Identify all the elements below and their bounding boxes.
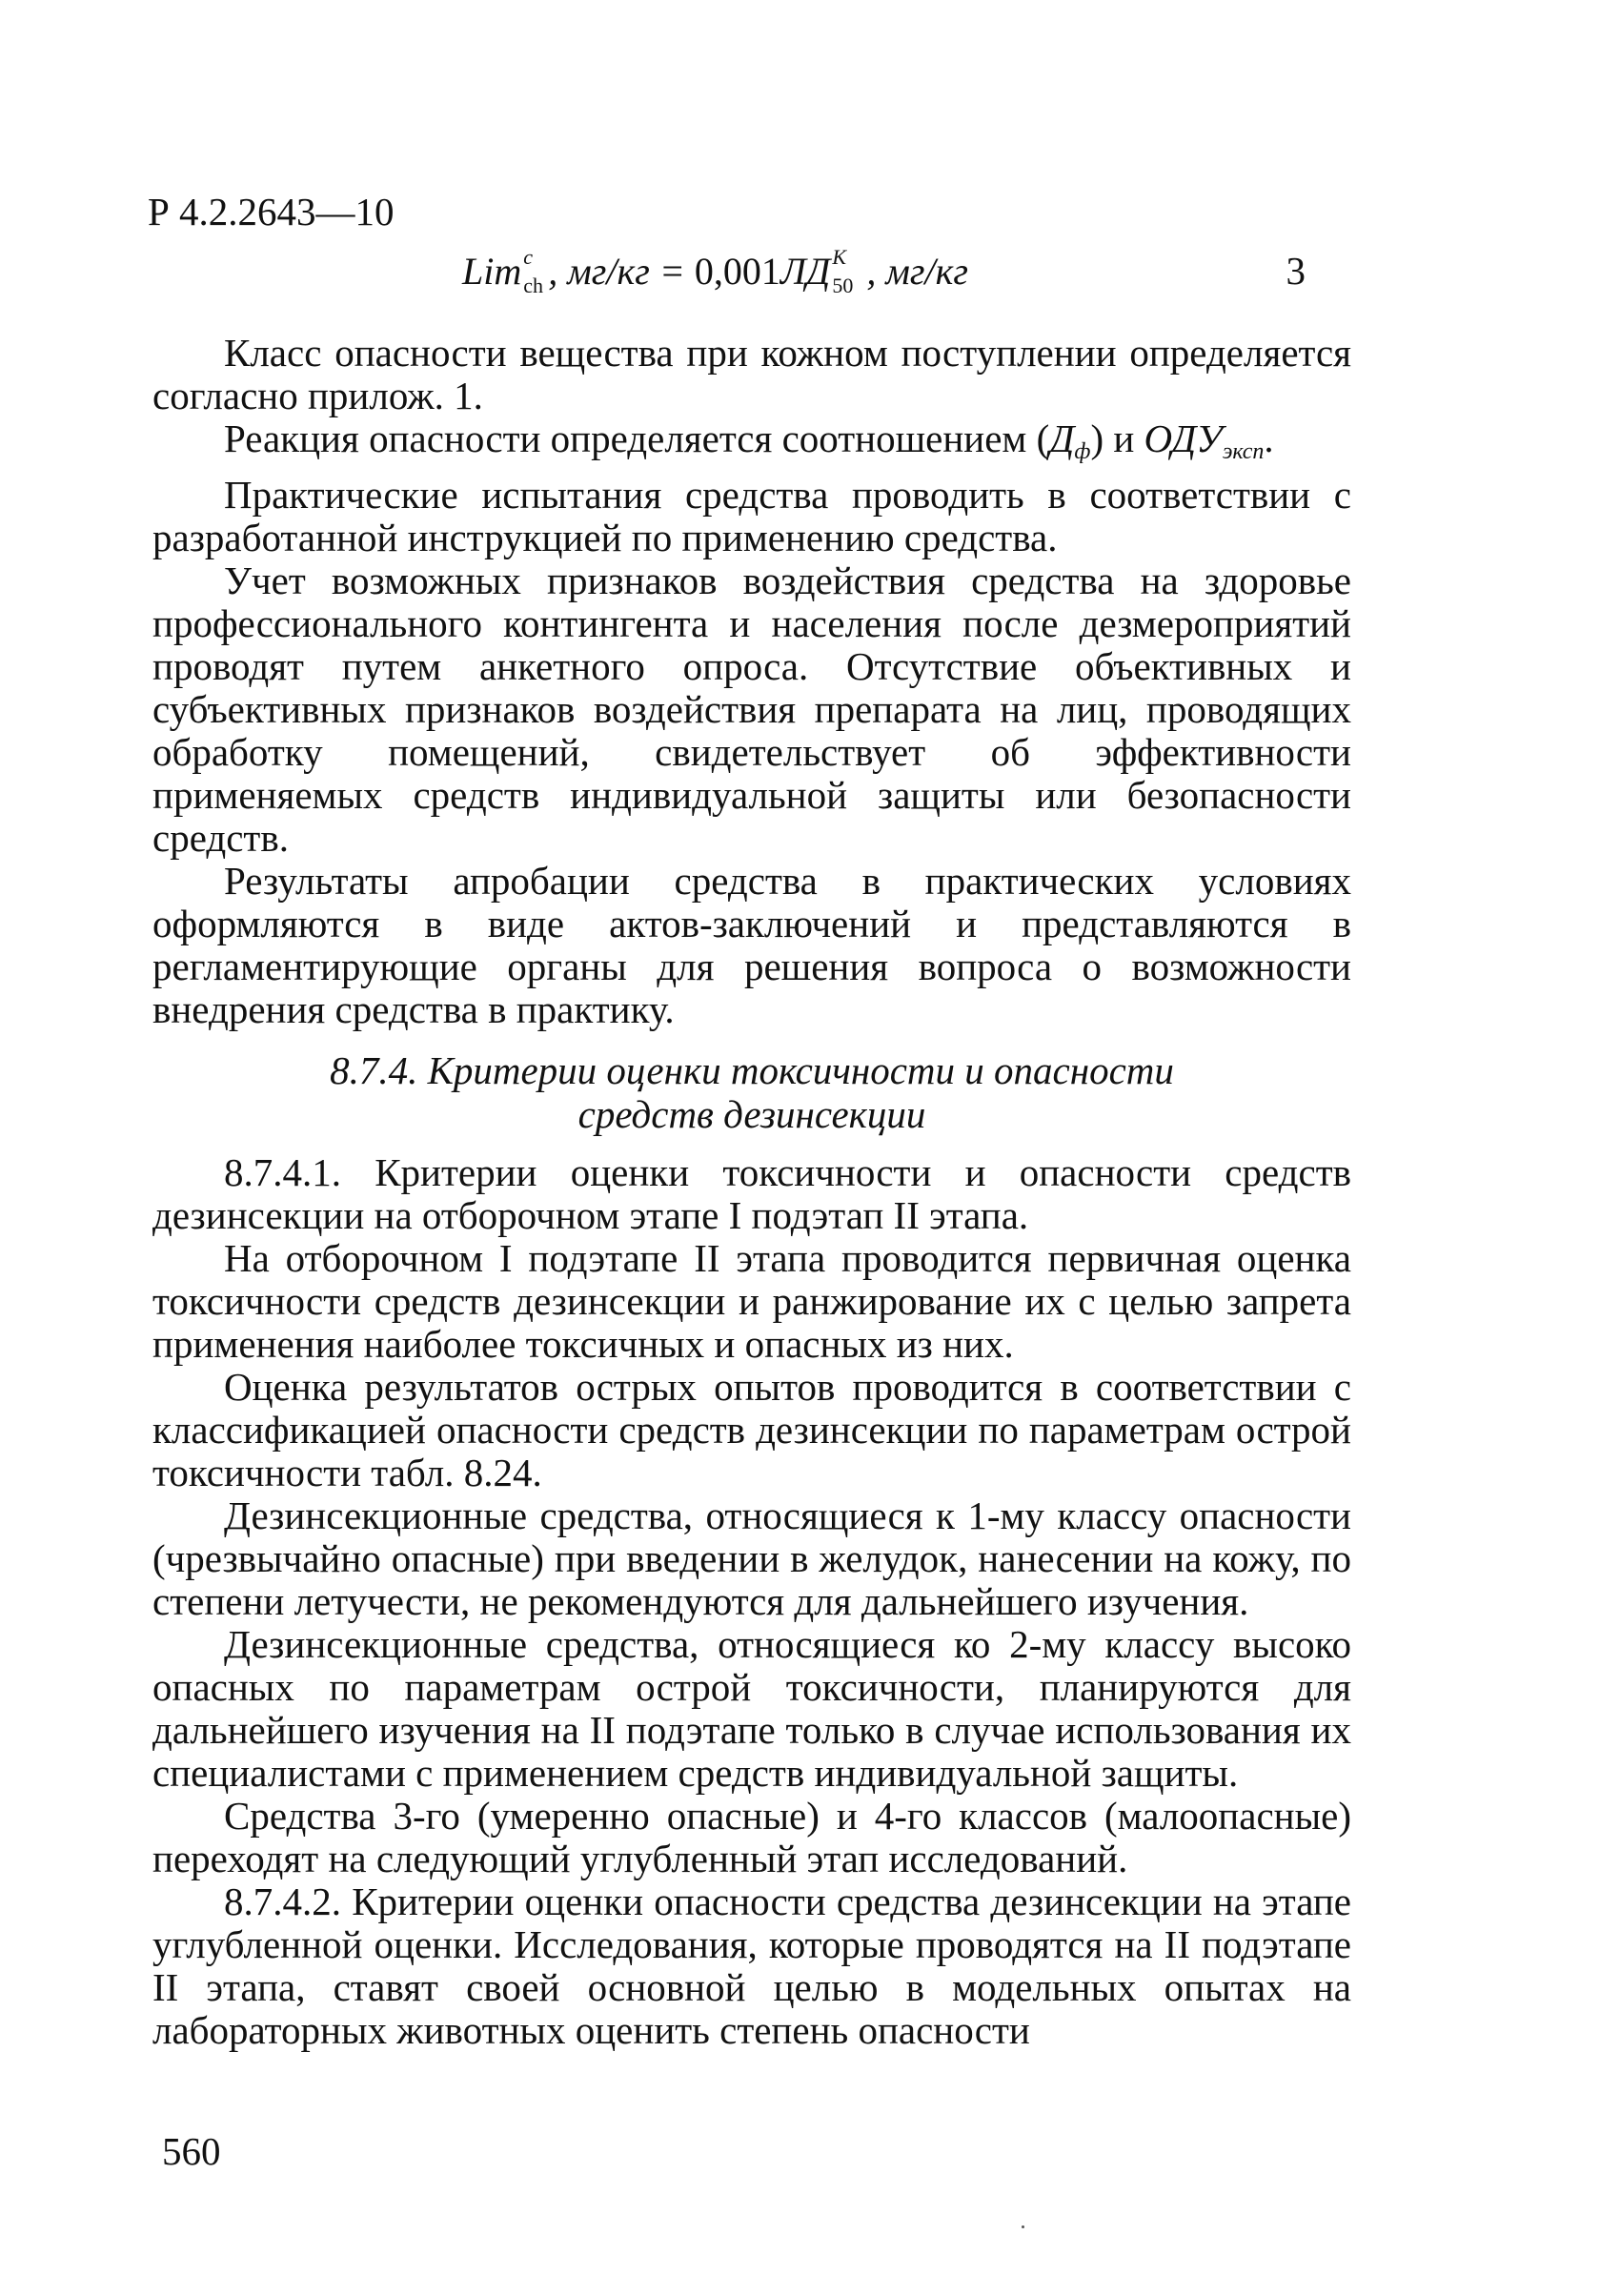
formula-lim-sub: ch [523, 273, 544, 297]
equation-number: 3 [1286, 249, 1306, 293]
paragraph-survey: Учет возможных признаков воздействия средства на здоровье профессионального контингента и населения после дезмероприятий проводят путем анкетного опроса. Отсутствие объективных и субъективных признаков воздействия препарата на лиц, проводящих обработку помещений, свидетельствует об эффективности применяемых средств индивидуальной защиты или безопасности средств. [152, 559, 1351, 860]
formula-ld-sub: 50 [832, 273, 854, 297]
p2-text-c: . [1264, 417, 1274, 460]
section-heading-line-1: 8.7.4. Критерии оценки токсичности и опасности [330, 1048, 1174, 1092]
formula-lim: Lim [462, 250, 522, 293]
section-heading [152, 1048, 1351, 1136]
paragraph-primary-assessment: На отборочном I подэтапе II этапа проводится первичная оценка токсичности средств дезинсекции и ранжирование их с целью запрета применения наиболее токсичных и опасных из них. [152, 1236, 1351, 1366]
formula-lim-indices [521, 244, 548, 297]
formula-unit-right: , мг/кг [857, 250, 968, 293]
formula-unit-left: , мг/кг = [548, 250, 695, 293]
scan-speck [1022, 2225, 1024, 2228]
p2-d-subscript: ф [1074, 439, 1091, 464]
paragraph-practical-tests: Практические испытания средства проводить в соответствии с разработанной инструкцией по применению средства. [152, 473, 1351, 559]
formula-ld: ЛД [780, 250, 831, 293]
paragraph-class-2: Дезинсекционные средства, относящиеся ко 2-му классу высоко опасных по параметрам острой токсичности, планируются для дальнейшего изучения на II подэтапе только в случае использования их специалистами с применением средств индивидуальной защиты. [152, 1622, 1351, 1795]
p2-d-symbol: Д [1049, 417, 1075, 460]
paragraph-8-7-4-1: 8.7.4.1. Критерии оценки токсичности и опасности средств дезинсекции на отборочном этапе I подэтап II этапа. [152, 1150, 1351, 1237]
formula-lim-sup: c [523, 244, 534, 269]
p2-text-a: Реакция опасности определяется соотношением ( [224, 417, 1050, 460]
body-text [152, 332, 1351, 2052]
p2-odu-subscript: эксп [1222, 439, 1265, 464]
section-heading-line-2: средств дезинсекции [577, 1092, 926, 1136]
paragraph-hazard-reaction [152, 417, 1351, 474]
paragraph-acute-tests: Оценка результатов острых опытов проводится в соответствии с классификацией опасности средств дезинсекции по параметрам острой токсичности табл. 8.24. [152, 1365, 1351, 1494]
paragraph-skin-hazard-class: Класс опасности вещества при кожном поступлении определяется согласно прилож. 1. [152, 331, 1351, 417]
formula-coefficient: 0,001 [694, 250, 780, 293]
formula-ld-indices [830, 244, 857, 297]
paragraph-8-7-4-2: 8.7.4.2. Критерии оценки опасности средства дезинсекции на этапе углубленной оценки. Исследования, которые проводятся на II подэтапе II этапа, ставят своей основной целью в модельных опытах на лабораторных животных оценить степень опасности [152, 1879, 1351, 2052]
p2-odu-symbol: ОДУ [1144, 417, 1223, 460]
formula-ld-sup: К [832, 244, 846, 269]
formula-row [148, 244, 1306, 307]
page-number: 560 [162, 2129, 221, 2173]
paragraph-class-1: Дезинсекционные средства, относящиеся к 1-му классу опасности (чрезвычайно опасные) при введении в желудок, нанесении на кожу, по степени летучести, не рекомендуются для дальнейшего изучения. [152, 1493, 1351, 1623]
formula-3 [462, 244, 968, 297]
p2-text-b: ) и [1090, 417, 1144, 460]
document-code: Р 4.2.2643—10 [148, 190, 395, 234]
paragraph-class-3-4: Средства 3-го (умеренно опасные) и 4-го классов (малоопасные) переходят на следующий углубленный этап исследований. [152, 1794, 1351, 1880]
paragraph-results: Результаты апробации средства в практических условиях оформляются в виде актов-заключений и представляются в регламентирующие органы для решения вопроса о возможности внедрения средства в практику. [152, 859, 1351, 1031]
